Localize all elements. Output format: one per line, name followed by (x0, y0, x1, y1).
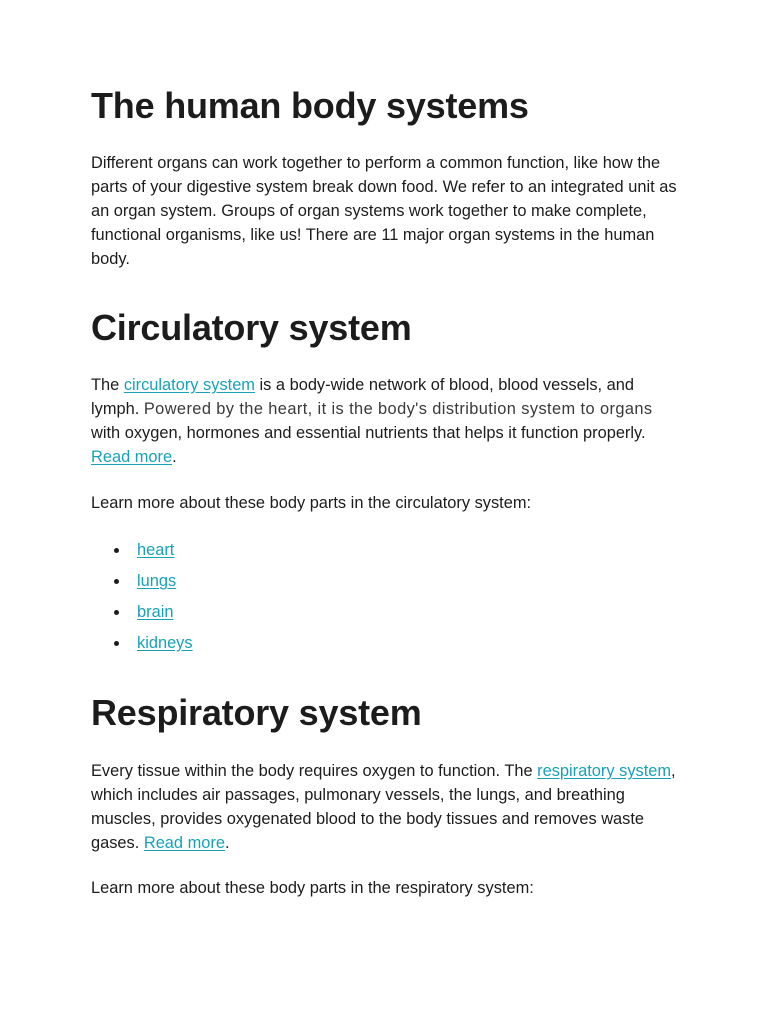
list-item (137, 538, 193, 569)
circulatory-text-end: with oxygen, hormones and essential nutrients that helps it function properly. (91, 424, 646, 442)
kidneys-link[interactable]: kidneys (137, 634, 193, 652)
circulatory-paragraph (91, 373, 681, 469)
lungs-link[interactable]: lungs (137, 572, 177, 590)
brain-link[interactable]: brain (137, 603, 174, 621)
circulatory-text-start: The (91, 376, 124, 394)
circulatory-heading: Circulatory system (91, 307, 412, 348)
respiratory-learn-more-text: Learn more about these body parts in the respiratory system: (91, 879, 534, 897)
intro-paragraph: Different organs can work together to perform a common function, like how the parts of your digestive system break down food. We refer to an integrated unit as an organ system. Groups of organ systems work together to make complete, functional organisms, like us! There are 11 major organ systems in the human body. (91, 154, 677, 268)
circulatory-read-more-link[interactable]: Read more (91, 448, 173, 466)
heart-link[interactable]: heart (137, 541, 175, 559)
list-item (137, 631, 193, 662)
list-item (137, 600, 193, 631)
circulatory-period: . (172, 448, 177, 466)
respiratory-system-link[interactable]: respiratory system (537, 762, 672, 780)
circulatory-body-parts-list (91, 538, 193, 662)
respiratory-read-more-link[interactable]: Read more (143, 834, 225, 852)
respiratory-text-start: Every tissue within the body requires oxygen to function. The (91, 762, 538, 780)
respiratory-heading: Respiratory system (91, 692, 422, 733)
respiratory-period: . (224, 834, 230, 852)
respiratory-text-end: , which includes air passages, pulmonary vessels, the lungs, and breathing muscles, provides oxygenated blood to the body tissues and removes waste gases. (91, 762, 676, 852)
circulatory-system-link[interactable]: circulatory system (123, 376, 255, 394)
circulatory-learn-more-text: Learn more about these body parts in the circulatory system: (91, 494, 532, 512)
circulatory-text-mid: is a body-wide network of blood, blood vessels, and lymph. (91, 376, 634, 418)
respiratory-paragraph (91, 759, 681, 855)
page-title: The human body systems (91, 85, 529, 126)
list-item (137, 569, 193, 600)
circulatory-text-soft: Powered by the heart, it is the body's distribution system to organs (143, 400, 653, 418)
